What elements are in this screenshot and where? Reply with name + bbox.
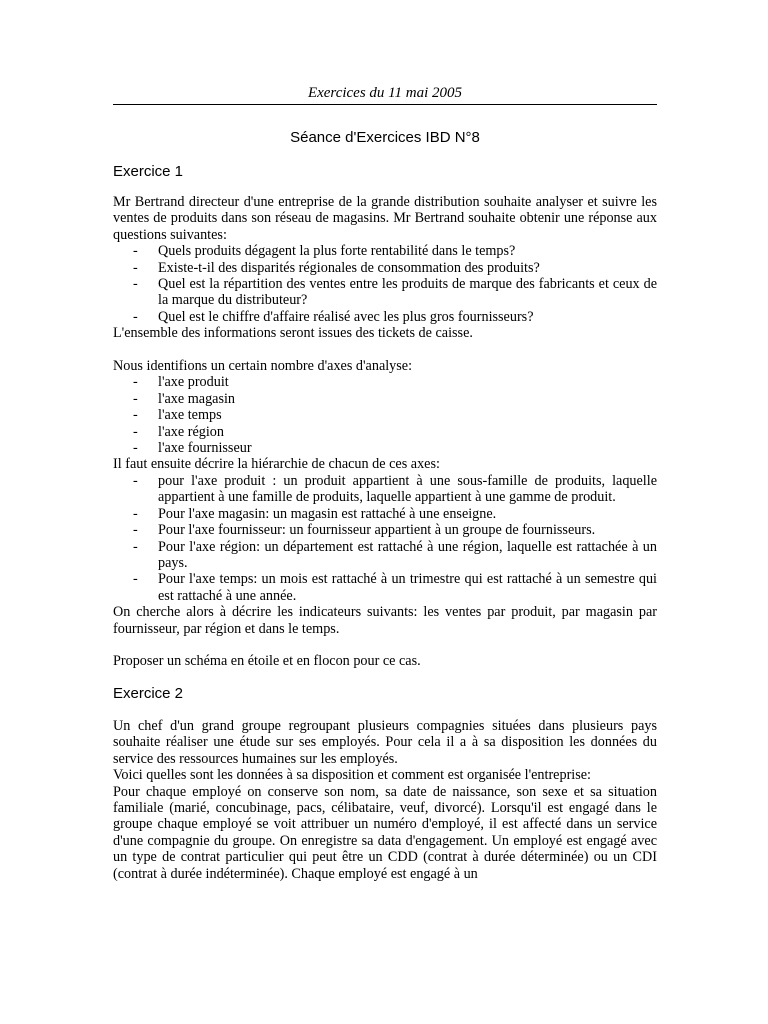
exercise-2-intro: Un chef d'un grand groupe regroupant plusieurs compagnies situées dans plusieurs pays souhaite réaliser une étude sur ses employés. Pour cela il a à sa disposition les données du service des ressources humaines sur les employés.	[113, 718, 657, 767]
list-item: - Pour l'axe région: un département est rattaché à une région, laquelle est rattachée à un pays.	[133, 538, 657, 571]
exercise-2-heading: Exercice 2	[113, 685, 184, 702]
hierarchy-list	[113, 473, 657, 604]
list-item: - l'axe fournisseur	[133, 440, 252, 457]
hierarchy-intro: Il faut ensuite décrire la hiérarchie de chacun de ces axes:	[113, 456, 440, 473]
list-item: - Quel est le chiffre d'affaire réalisé avec les plus gros fournisseurs?	[133, 308, 534, 325]
header-rule	[113, 104, 657, 105]
list-item: - Existe-t-il des disparités régionales de consommation des produits?	[133, 259, 540, 276]
task-text: Proposer un schéma en étoile et en flocon pour ce cas.	[113, 653, 421, 670]
list-item: - l'axe temps	[133, 407, 222, 424]
employee-description: Pour chaque employé on conserve son nom, sa date de naissance, son sexe et sa situation familiale (marié, concubinage, pacs, célibataire, veuf, divorcé). Lorsqu'il est engagé dans le groupe chaque employé se voit attribuer un numéro d'employé, il est affecté dans un service d'une compagnie du groupe. On enregistre sa data d'engagement. Un employé est engagé avec un type de contrat particulier qui peut être un CDD (contrat à durée déterminée) ou un CDI (contrat à durée indéterminée). Chaque employé est engagé à un	[113, 783, 657, 882]
exercise-1-heading: Exercice 1	[113, 163, 184, 180]
page-title: Séance d'Exercices IBD N°8	[290, 129, 480, 146]
running-header: Exercices du 11 mai 2005	[307, 85, 463, 101]
list-item: - l'axe produit	[133, 374, 229, 391]
axes-intro: Nous identifions un certain nombre d'axes d'analyse:	[113, 358, 413, 375]
indicators-text: On cherche alors à décrire les indicateurs suivants: les ventes par produit, par magasin par fournisseur, par région et dans le temps.	[113, 604, 657, 637]
list-item: - pour l'axe produit : un produit appartient à une sous-famille de produits, laquelle appartient à une famille de produits, laquelle appartient à une gamme de produit.	[133, 472, 657, 506]
questions-list	[113, 243, 657, 325]
list-item: - l'axe région	[133, 423, 224, 440]
axes-list	[113, 374, 657, 456]
list-item: - Quels produits dégagent la plus forte rentabilité dans le temps?	[133, 243, 516, 260]
list-item: - Pour l'axe fournisseur: un fournisseur appartient à un groupe de fournisseurs.	[133, 522, 596, 539]
list-item: - Pour l'axe temps: un mois est rattaché à un trimestre qui est rattaché à un semestre qui est rattaché à une année.	[133, 571, 657, 604]
list-item: - Pour l'axe magasin: un magasin est rattaché à une enseigne.	[133, 505, 497, 522]
data-intro: Voici quelles sont les données à sa disposition et comment est organisée l'entreprise:	[113, 767, 592, 784]
exercise-2-body	[113, 718, 657, 882]
source-note: L'ensemble des informations seront issues des tickets de caisse.	[113, 325, 473, 342]
exercise-1-intro: Mr Bertrand directeur d'une entreprise de la grande distribution souhaite analyser et suivre les ventes de produits dans son réseau de magasins. Mr Bertrand souhaite obtenir une réponse aux questions suivantes:	[113, 194, 657, 243]
list-item: - Quel est la répartition des ventes entre les produits de marque des fabricants et ceux de la marque du distributeur?	[133, 276, 657, 309]
list-item: - l'axe magasin	[133, 390, 236, 407]
exercise-1-body	[113, 194, 657, 670]
